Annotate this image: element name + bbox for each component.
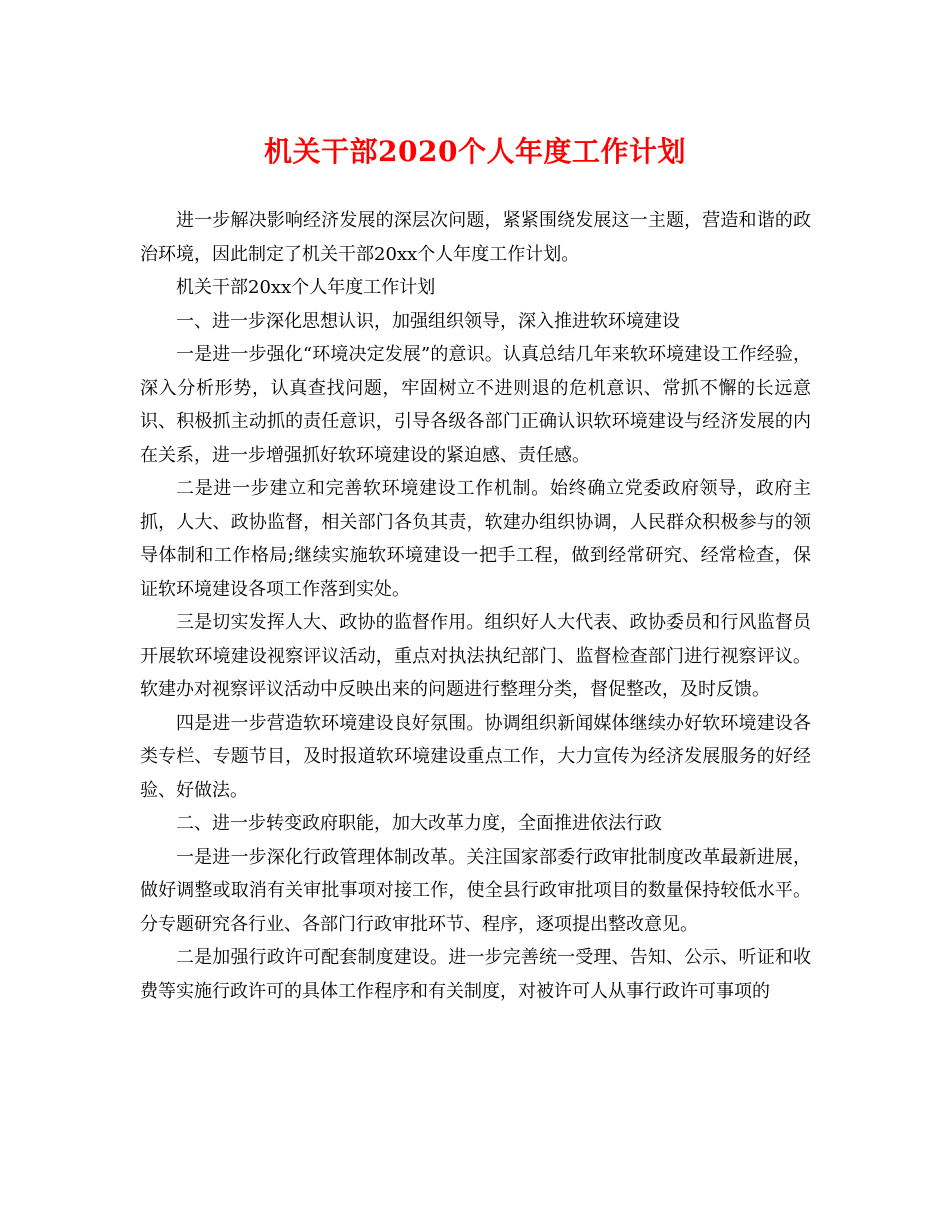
- document-body: [140, 204, 811, 1008]
- paragraph: 二是进一步建立和完善软环境建设工作机制。始终确立党委政府领导，政府主抓，人大、政协监督，相关部门各负其责，软建办组织协调，人民群众积极参与的领导体制和工作格局;继续实施软环境建设一把手工程，做到经常研究、经常检查，保证软环境建设各项工作落到实处。: [140, 478, 811, 600]
- paragraph: 三是切实发挥人大、政协的监督作用。组织好人大代表、政协委员和行风监督员开展软环境建设视察评议活动，重点对执法执纪部门、监督检查部门进行视察评议。软建办对视察评议活动中反映出来的问题进行整理分类，督促整改，及时反馈。: [140, 612, 811, 700]
- paragraph: 一是进一步强化“环境决定发展”的意识。认真总结几年来软环境建设工作经验，深入分析形势，认真查找问题，牢固树立不进则退的危机意识、常抓不懈的长远意识、积极抓主动抓的责任意识，引导各级各部门正确认识软环境建设与经济发展的内在关系，进一步增强抓好软环境建设的紧迫感、责任感。: [140, 344, 811, 466]
- paragraph: 二是加强行政许可配套制度建设。进一步完善统一受理、告知、公示、听证和收费等实施行政许可的具体工作程序和有关制度，对被许可人从事行政许可事项的: [140, 947, 811, 1002]
- paragraph: 机关干部20xx个人年度工作计划: [176, 277, 436, 298]
- paragraph: 一是进一步深化行政管理体制改革。关注国家部委行政审批制度改革最新进展，做好调整或取消有关审批事项对接工作，使全县行政审批项目的数量保持较低水平。分专题研究各行业、各部门行政审批环节、程序，逐项提出整改意见。: [140, 846, 811, 935]
- paragraph: 二、进一步转变政府职能，加大改革力度，全面推进依法行政: [176, 813, 662, 834]
- paragraph: 进一步解决影响经济发展的深层次问题，紧紧围绕发展这一主题，营造和谐的政治环境，因此制定了机关干部20xx个人年度工作计划。: [140, 210, 811, 265]
- paragraph: 一、进一步深化思想认识，加强组织领导，深入推进软环境建设: [176, 310, 680, 332]
- paragraph: 四是进一步营造软环境建设良好氛围。协调组织新闻媒体继续办好软环境建设各类专栏、专题节目，及时报道软环境建设重点工作，大力宣传为经济发展服务的好经验、好做法。: [140, 712, 811, 801]
- document-title: 机关干部2020个人年度工作计划: [264, 135, 686, 168]
